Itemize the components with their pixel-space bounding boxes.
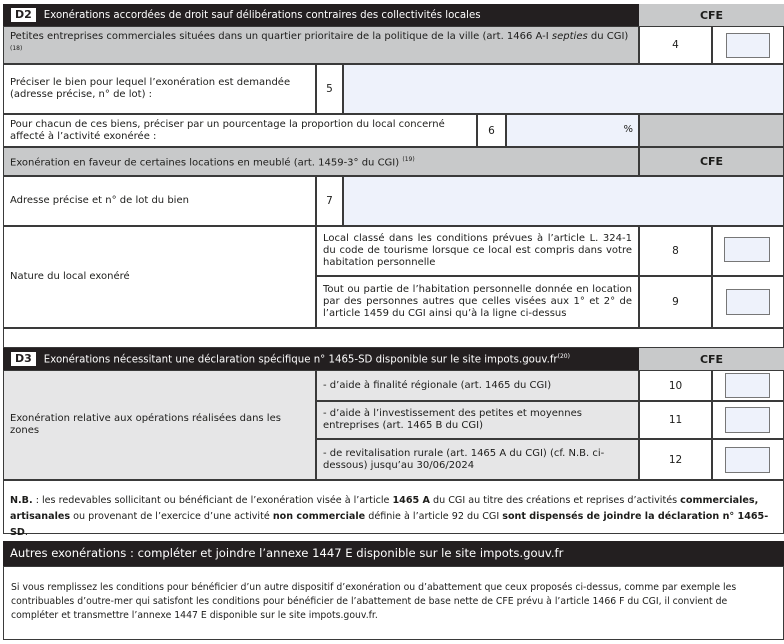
row11-input[interactable] [725, 407, 770, 433]
meuble-header: Exonération en faveur de certaines locations en meublé (art. 1459-3° du CGI) $^{(19)}$ [3, 147, 639, 176]
spacer-row [3, 328, 784, 348]
d2-badge: D2 [11, 8, 36, 22]
row8-input[interactable] [724, 237, 770, 262]
zones-label: Exonération relative aux opérations réalisées dans les zones [3, 370, 316, 480]
row5-input[interactable] [343, 64, 784, 114]
nature-label: Nature du local exonéré [3, 226, 316, 328]
row12-label: - de revitalisation rurale (art. 1465 A du CGI) (cf. N.B. ci-dessous) jusqu’au 30/06/2024 [316, 439, 639, 480]
meuble-cfe-header: CFE [639, 147, 784, 176]
row11-number: 11 [639, 401, 712, 439]
row7-input[interactable] [343, 176, 784, 226]
d3-title: Exonérations nécessitant une déclaration spécifique n° 1465-SD disponible sur le site impots.gouv.fr [43, 354, 558, 366]
nb-note: N.B. : les redevables sollicitant ou bénéficiant de l’exonération visée à l’article 1465 A du CGI au titre des créations et reprises d’activités commerciales, artisanales ou provenant de l’exercice d’une activité non commerciale définie à l’article 92 du CGI sont dispensés de joindre la déclaration n° 1465-SD. [3, 480, 784, 534]
row5-label: Préciser le bien pour lequel l’exonération est demandée (adresse précise, n° de lot) : [3, 64, 316, 114]
d2-cfe-header: CFE [639, 4, 784, 26]
d3-cfe-header: CFE [639, 348, 784, 370]
row9-input[interactable] [726, 289, 770, 315]
row9-label: Tout ou partie de l’habitation personnelle donnée en location par des personnes autres que celles visées aux 1° et 2° de l’article 1459 du CGI ainsi qu’à la ligne ci-dessus [316, 276, 639, 328]
row12-number: 12 [639, 439, 712, 480]
row6-input[interactable] [506, 114, 639, 147]
row4-input[interactable] [726, 33, 770, 58]
row11-label: - d’aide à l’investissement des petites et moyennes entreprises (art. 1465 B du CGI) [316, 401, 639, 439]
row8-number: 8 [639, 226, 712, 276]
row8-label: Local classé dans les conditions prévues à l’article L. 324-1 du code de tourisme lorsque ce local est compris dans votre habitation personnelle [316, 226, 639, 276]
d3-header: D3 Exonérations nécessitant une déclaration spécifique n° 1465-SD disponible sur le site $impots.gouv.fr^{(20)}$ [3, 348, 639, 370]
row7-number: 7 [316, 176, 343, 226]
row12-input[interactable] [725, 447, 770, 473]
row6-percent-unit: % [623, 124, 633, 135]
row10-number: 10 [639, 370, 712, 401]
row7-label: Adresse précise et n° de lot du bien [3, 176, 316, 226]
row6-number: 6 [477, 114, 506, 147]
row10-input[interactable] [725, 373, 770, 398]
row4-number: 4 [639, 26, 712, 64]
autres-header: Autres exonérations : compléter et joindre l’annexe 1447 E disponible sur le site impots.gouv.fr [3, 541, 784, 566]
d2-header [3, 4, 639, 26]
row4-label: Petites entreprises commerciales situées dans un quartier prioritaire de la politique de la ville (art. 1466 A-I septies du CGI) $^{(18)}$ [3, 26, 639, 64]
row5-number: 5 [316, 64, 343, 114]
d3-badge: D3 [11, 352, 36, 366]
row6-grey-cell [639, 114, 784, 147]
row10-label: - d’aide à finalité régionale (art. 1465 du CGI) [316, 370, 639, 401]
autres-body: Si vous remplissez les conditions pour bénéficier d’un autre dispositif d’exonération ou d’abattement que ceux proposés ci-dessus, comme par exemple les contribuables d’outre-mer qui satisfont les conditions pour bénéficier de l’abattement de base nette de CFE prévu à l’article 1466 F du CGI, il convient de compléter et transmettre l’annexe 1447 E disponible sur le site impots.gouv.fr. [3, 566, 784, 640]
d2-title: Exonérations accordées de droit sauf délibérations contraires des collectivités locales [43, 9, 481, 21]
row6-label: Pour chacun de ces biens, préciser par un pourcentage la proportion du local concerné affecté à l’activité exonérée : [3, 114, 477, 147]
row9-number: 9 [639, 276, 712, 328]
